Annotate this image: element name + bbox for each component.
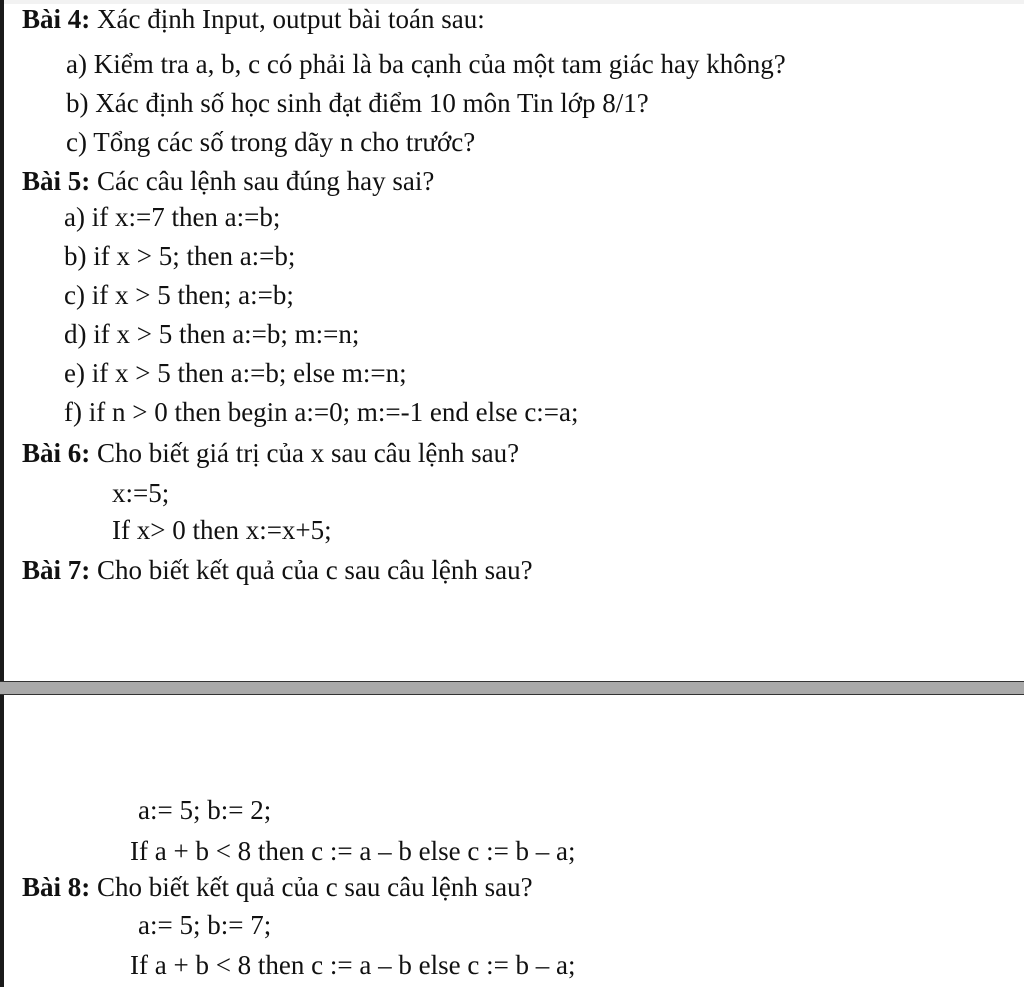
bai7-code-line: If a + b < 8 then c := a – b else c := b – a; bbox=[130, 836, 576, 866]
bai7-code-line: a:= 5; b:= 2; bbox=[138, 795, 272, 825]
bai8-heading bbox=[22, 871, 533, 903]
bai5-item-d: d) if x > 5 then a:=b; m:=n; bbox=[64, 319, 360, 349]
bai6-title: Bài 6: bbox=[22, 438, 91, 468]
bai6-question: Cho biết giá trị của x sau câu lệnh sau? bbox=[97, 438, 520, 468]
bai5-item-e: e) if x > 5 then a:=b; else m:=n; bbox=[64, 358, 407, 388]
bai8-question: Cho biết kết quả của c sau câu lệnh sau? bbox=[97, 872, 533, 902]
bai4-item-b: b) Xác định số học sinh đạt điểm 10 môn Tin lớp 8/1? bbox=[66, 88, 649, 118]
bai5-item-c: c) if x > 5 then; a:=b; bbox=[64, 280, 294, 310]
bai4-heading bbox=[22, 3, 485, 35]
bai5-question: Các câu lệnh sau đúng hay sai? bbox=[97, 166, 435, 196]
bai5-item-f: f) if n > 0 then begin a:=0; m:=-1 end else c:=a; bbox=[64, 397, 579, 427]
bai7-question: Cho biết kết quả của c sau câu lệnh sau? bbox=[97, 555, 533, 585]
left-border bbox=[0, 0, 4, 987]
bai7-heading bbox=[22, 554, 533, 586]
bai4-title: Bài 4: bbox=[22, 4, 91, 34]
bai5-item-b: b) if x > 5; then a:=b; bbox=[64, 241, 296, 271]
bai5-heading bbox=[22, 165, 434, 197]
bai6-heading bbox=[22, 437, 519, 469]
bai4-item-c: c) Tổng các số trong dãy n cho trước? bbox=[66, 127, 476, 157]
bai8-title: Bài 8: bbox=[22, 872, 91, 902]
bai4-question: Xác định Input, output bài toán sau: bbox=[97, 4, 485, 34]
page-separator bbox=[0, 681, 1024, 695]
bai5-item-a: a) if x:=7 then a:=b; bbox=[64, 202, 281, 232]
bai6-code-line: If x> 0 then x:=x+5; bbox=[112, 515, 332, 545]
bai6-code-line: x:=5; bbox=[112, 478, 170, 508]
bai5-title: Bài 5: bbox=[22, 166, 91, 196]
bai7-title: Bài 7: bbox=[22, 555, 91, 585]
bai8-code-line: a:= 5; b:= 7; bbox=[138, 910, 272, 940]
bai4-item-a: a) Kiểm tra a, b, c có phải là ba cạnh của một tam giác hay không? bbox=[66, 49, 786, 79]
bai8-code-line: If a + b < 8 then c := a – b else c := b – a; bbox=[130, 950, 576, 980]
